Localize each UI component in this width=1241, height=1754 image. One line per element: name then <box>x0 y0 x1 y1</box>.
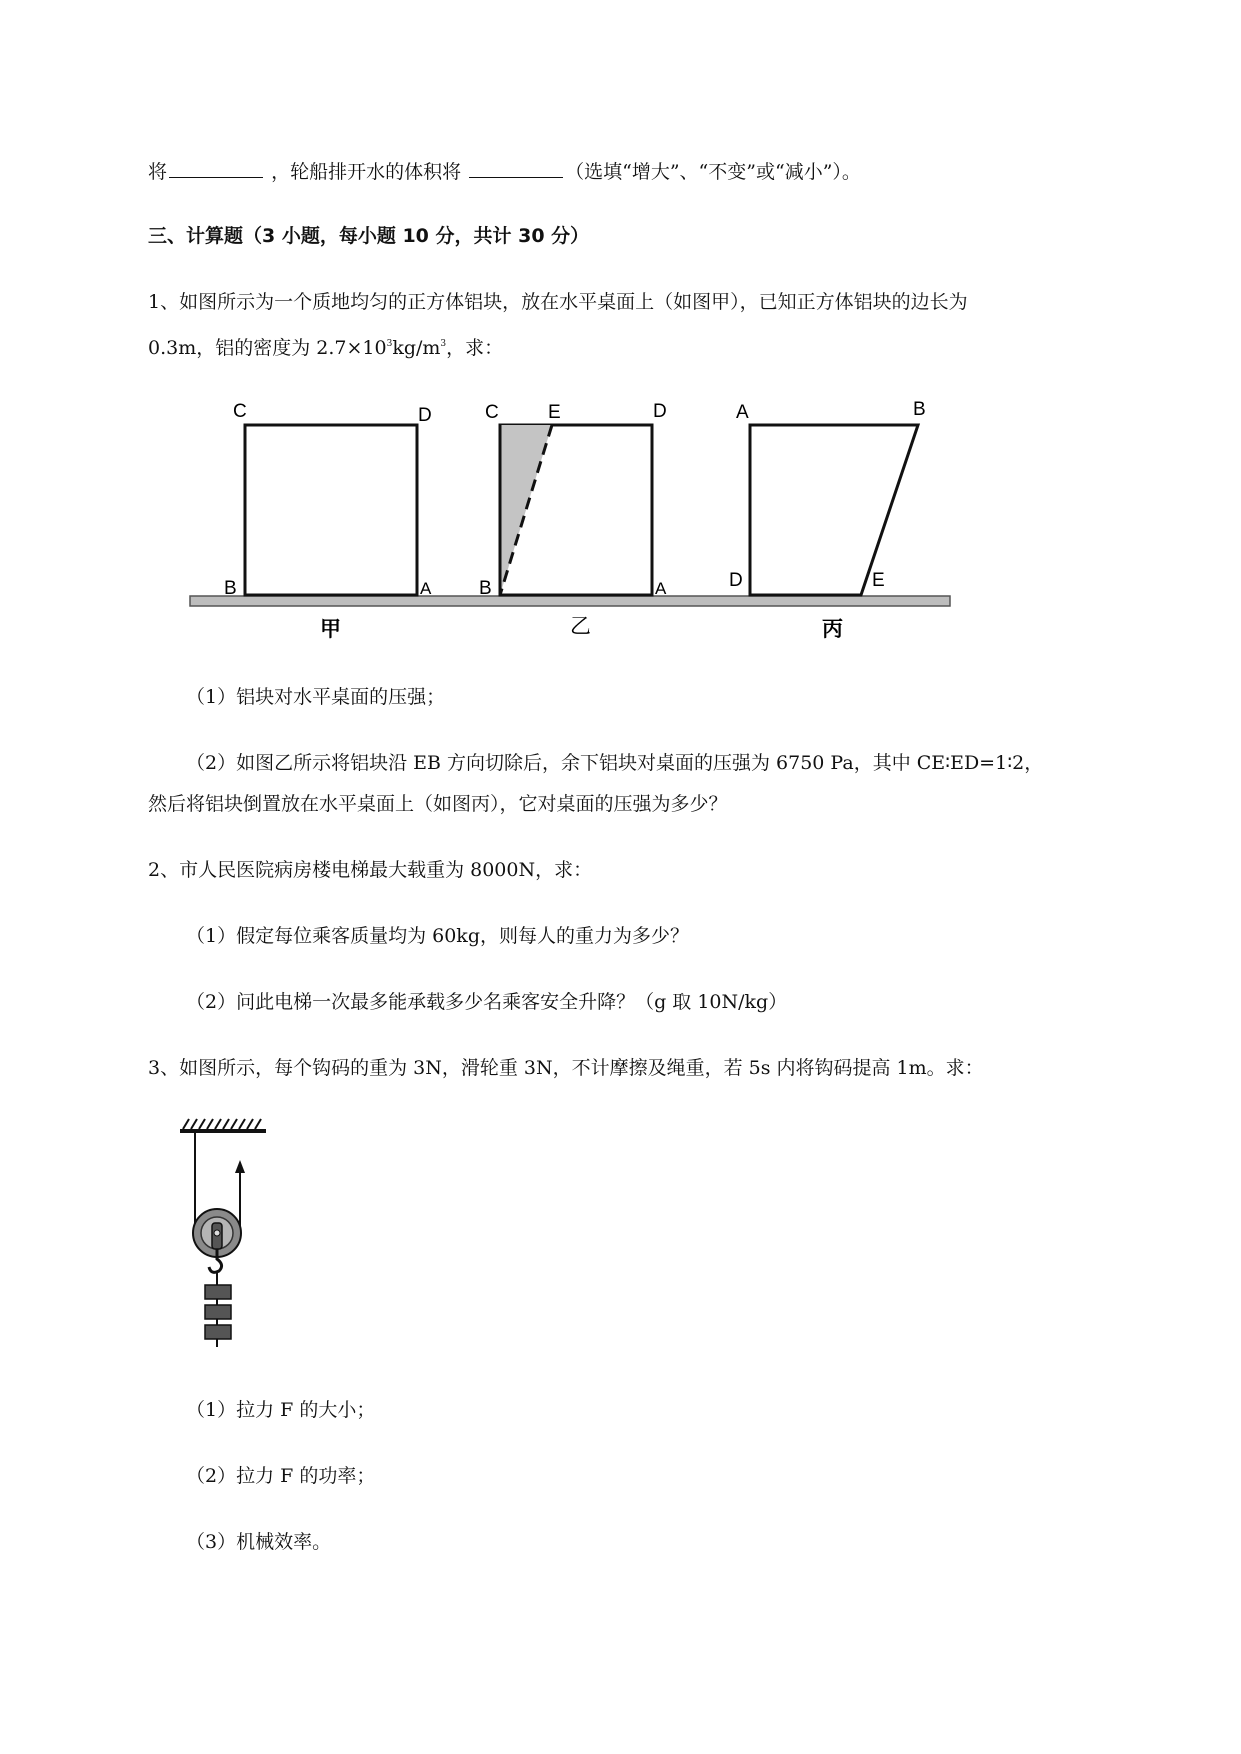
q3-sub2: （2）拉力 F 的功率； <box>186 1465 376 1487</box>
q1-stem-line2 <box>148 330 503 362</box>
answer-blank-2[interactable] <box>469 159 563 178</box>
q1-stem-line1: 1、如图所示为一个质地均匀的正方体铝块，放在水平桌面上（如图甲），已知正方体铝块的边长为 <box>148 291 968 313</box>
q3-sub1: （1）拉力 F 的大小； <box>186 1399 376 1421</box>
yi-label-d: D <box>653 401 667 422</box>
q3-sub3: （3）机械效率。 <box>186 1531 332 1553</box>
jia-caption: 甲 <box>320 617 341 641</box>
weight-2 <box>205 1305 231 1319</box>
bing-label-b: B <box>913 399 926 420</box>
q2-sub1: （1）假定每位乘客质量均为 60kg，则每人的重力为多少？ <box>186 925 689 947</box>
jia-label-c: C <box>233 401 247 422</box>
fill-in-middle: ，轮船排开水的体积将 <box>271 161 462 183</box>
cube-jia <box>245 425 417 595</box>
q1-figure <box>180 390 960 650</box>
bing-label-d: D <box>729 570 743 591</box>
q1-exponent-2: 3 <box>440 339 447 349</box>
q3-stem: 3、如图所示，每个钩码的重为 3N，滑轮重 3N，不计摩擦及绳重，若 5s 内将钩码提高 1m。求： <box>148 1057 984 1079</box>
q2-stem: 2、市人民医院病房楼电梯最大载重为 8000N，求： <box>148 859 593 881</box>
q1-sub2-line1: （2）如图乙所示将铝块沿 EB 方向切除后，余下铝块对桌面的压强为 6750 Pa，其中 CE∶ED=1∶2， <box>186 752 1044 774</box>
yi-label-e: E <box>548 402 561 423</box>
q3-pulley-figure <box>175 1115 285 1360</box>
q1-stem-text-c: ，求： <box>446 337 504 359</box>
q1-stem-text-a: 0.3m，铝的密度为 2.7×10 <box>148 337 387 359</box>
ceiling-hatch <box>183 1119 261 1129</box>
table-surface <box>190 596 950 606</box>
yi-label-c: C <box>485 402 499 423</box>
fill-in-suffix: （选填“增大”、“不变”或“减小”）。 <box>565 161 861 183</box>
weight-3 <box>205 1325 231 1339</box>
fill-in-line <box>148 158 861 186</box>
bing-label-a: A <box>736 402 749 423</box>
answer-blank-1[interactable] <box>169 159 263 178</box>
block-bing <box>750 425 918 595</box>
yi-label-b: B <box>479 578 492 599</box>
bing-label-e: E <box>872 570 885 591</box>
yi-label-a: A <box>655 579 667 598</box>
q1-sub2-line2: 然后将铝块倒置放在水平桌面上（如图丙），它对桌面的压强为多少？ <box>148 793 728 815</box>
jia-label-d: D <box>418 405 432 426</box>
bing-caption: 丙 <box>822 617 843 641</box>
fill-in-prefix: 将 <box>148 161 168 183</box>
yi-caption: 乙 <box>570 614 591 638</box>
q1-sub1: （1）铝块对水平桌面的压强； <box>186 686 446 708</box>
axle-pin <box>214 1230 220 1236</box>
weight-1 <box>205 1285 231 1299</box>
q2-sub2: （2）问此电梯一次最多能承载多少名乘客安全升降？（g 取 10N/kg） <box>186 991 788 1013</box>
jia-label-a: A <box>420 579 432 598</box>
section-heading: 三、计算题（3 小题，每小题 10 分，共计 30 分） <box>148 225 590 247</box>
jia-label-b: B <box>224 578 237 599</box>
q1-stem-text-b: kg/m <box>392 337 441 359</box>
q1-exponent: 3 <box>386 339 393 349</box>
force-arrow-icon <box>235 1160 245 1173</box>
